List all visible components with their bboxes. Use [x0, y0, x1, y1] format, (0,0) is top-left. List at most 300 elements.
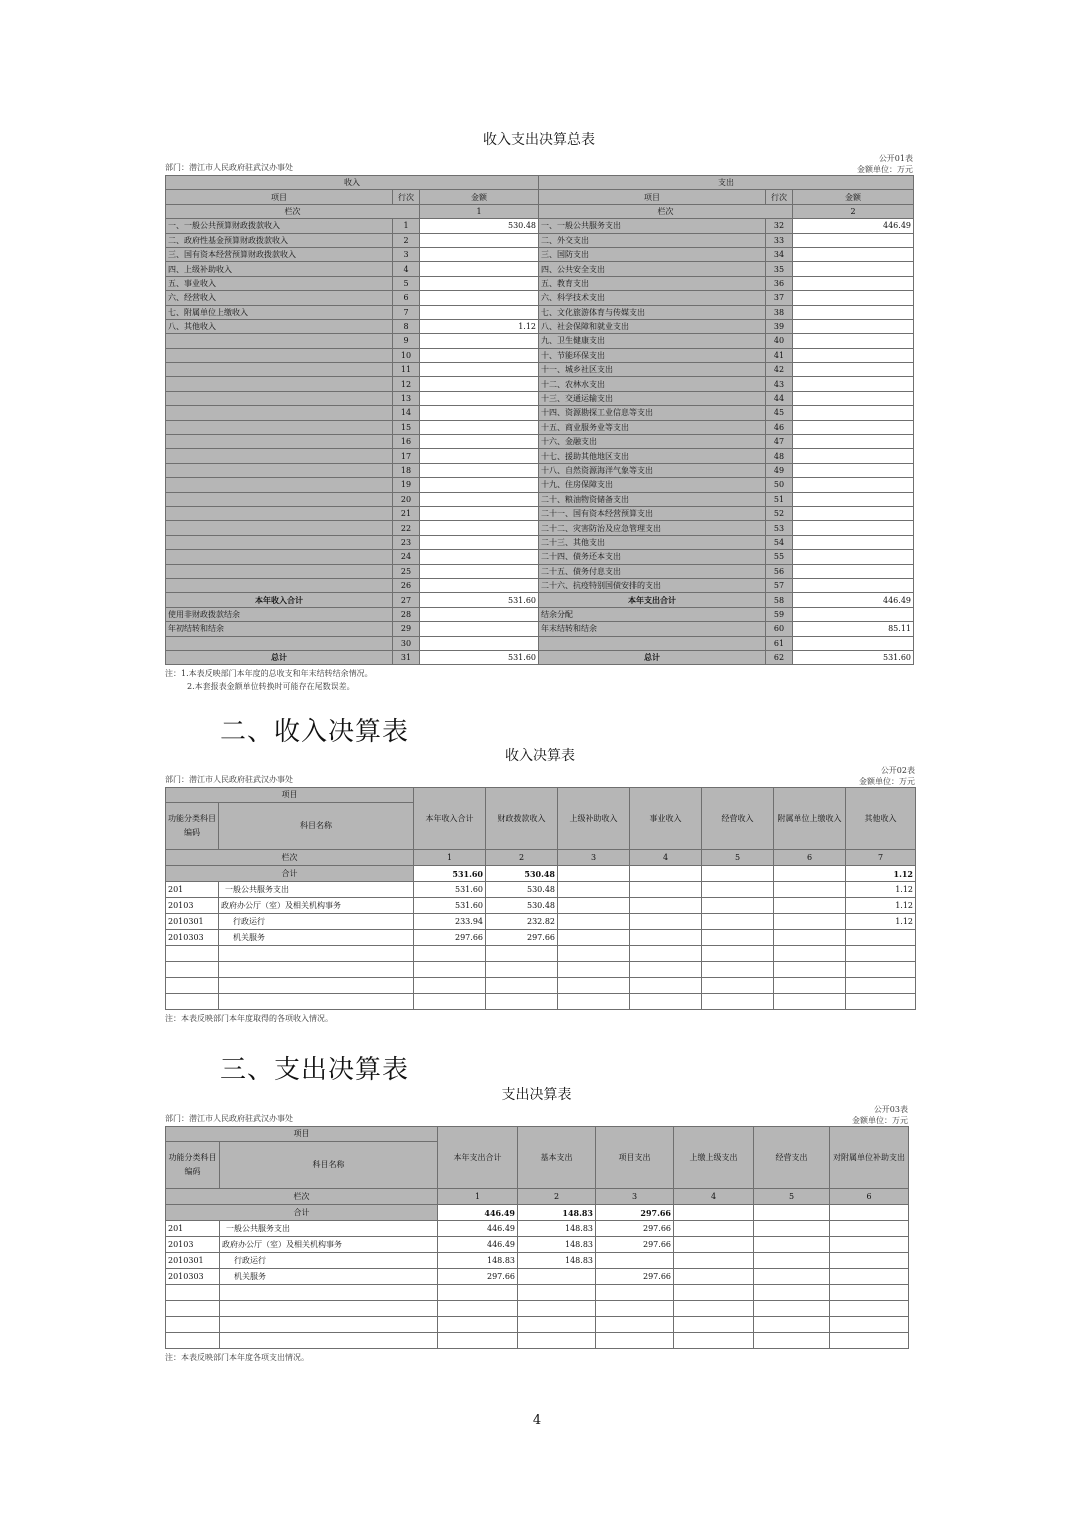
- empty-cell: [438, 1317, 518, 1333]
- table-row: [166, 319, 914, 333]
- expense-item: 二十三、其他支出: [539, 535, 766, 549]
- amount-cell: 297.66: [438, 1269, 518, 1285]
- row29-in-label: 年初结转和结余: [166, 622, 393, 636]
- empty-cell: [702, 946, 774, 962]
- amount-cell: [774, 882, 846, 898]
- amount-cell: [830, 1221, 909, 1237]
- expense-item: 二、外交支出: [539, 233, 766, 247]
- empty-row: [166, 1317, 909, 1333]
- empty-cell: [674, 1333, 754, 1349]
- income-row-no: 4: [393, 262, 420, 276]
- expense-row-no: 43: [766, 377, 793, 391]
- expense-item: 十九、住房保障支出: [539, 478, 766, 492]
- income-item: 二、政府性基金预算财政拨款收入: [166, 233, 393, 247]
- income-row-no: 6: [393, 291, 420, 305]
- amount-cell: 531.60: [414, 882, 486, 898]
- income-amount: [420, 463, 539, 477]
- subject-code: 2010303: [166, 1269, 220, 1285]
- expense-row-no: 39: [766, 319, 793, 333]
- empty-cell: [846, 978, 916, 994]
- empty-cell: [630, 946, 702, 962]
- empty-row: [166, 1285, 909, 1301]
- table1-title: 收入支出决算总表: [483, 132, 595, 148]
- income-amount: [420, 233, 539, 247]
- row29-out-no: 60: [766, 622, 793, 636]
- amount-cell: 232.82: [486, 914, 558, 930]
- empty-cell: [702, 978, 774, 994]
- table2-meta: [165, 765, 915, 787]
- amount-cell: 233.94: [414, 914, 486, 930]
- empty-row: [166, 978, 916, 994]
- expense-amount: [793, 377, 914, 391]
- empty-cell: [754, 1301, 830, 1317]
- expense-amount: [793, 406, 914, 420]
- income-item: [166, 391, 393, 405]
- table3-col-project-exp: 项目支出: [596, 1127, 674, 1189]
- table3-meta: [165, 1104, 908, 1126]
- empty-cell: [518, 1301, 596, 1317]
- expense-item: 八、社会保障和就业支出: [539, 319, 766, 333]
- table-row: [166, 219, 914, 233]
- subject-code: 201: [166, 882, 219, 898]
- table3-lanci-num: 1: [438, 1189, 518, 1205]
- income-amount: 1.12: [420, 319, 539, 333]
- expense-row-no: 56: [766, 564, 793, 578]
- table1-form-no: 公开01表: [878, 154, 913, 163]
- expense-item: 四、公共安全支出: [539, 262, 766, 276]
- table-row: [166, 262, 914, 276]
- table3-col-project: 项目: [166, 1127, 438, 1142]
- expense-item: 十一、城乡社区支出: [539, 363, 766, 377]
- empty-cell: [830, 1285, 909, 1301]
- table3-sum-value: [674, 1205, 754, 1221]
- income-row-no: 13: [393, 391, 420, 405]
- subject-name: 机关服务: [219, 930, 414, 946]
- table-row: [166, 930, 916, 946]
- table3-sum-value: [754, 1205, 830, 1221]
- income-amount: [420, 492, 539, 506]
- expense-amount: [793, 506, 914, 520]
- income-row-no: 9: [393, 334, 420, 348]
- lanci-out: 栏次: [539, 204, 793, 218]
- empty-cell: [220, 1301, 438, 1317]
- income-item: 一、一般公共预算财政拨款收入: [166, 219, 393, 233]
- empty-cell: [219, 962, 414, 978]
- expense-amount: [793, 262, 914, 276]
- income-amount: [420, 550, 539, 564]
- subject-name: 机关服务: [220, 1269, 438, 1285]
- table2-col-superior: 上级补助收入: [558, 788, 630, 850]
- table3-lanci: 栏次: [166, 1189, 438, 1205]
- table3-lanci-num: 5: [754, 1189, 830, 1205]
- amount-cell: 446.49: [438, 1221, 518, 1237]
- amount-cell: 148.83: [518, 1253, 596, 1269]
- empty-cell: [166, 1317, 220, 1333]
- col-amount-in: 金额: [420, 190, 539, 204]
- total-year-in-no: 27: [393, 593, 420, 607]
- empty-cell: [846, 994, 916, 1010]
- expense-amount: [793, 291, 914, 305]
- expense-item: 十三、交通运输支出: [539, 391, 766, 405]
- expense-amount: [793, 391, 914, 405]
- expense-row-no: 38: [766, 305, 793, 319]
- income-row-no: 14: [393, 406, 420, 420]
- amount-cell: [774, 898, 846, 914]
- empty-cell: [774, 978, 846, 994]
- expense-amount: [793, 363, 914, 377]
- income-item: [166, 564, 393, 578]
- subject-name: 行政运行: [219, 914, 414, 930]
- empty-cell: [438, 1333, 518, 1349]
- income-row-no: 17: [393, 449, 420, 463]
- expense-item: 六、科学技术支出: [539, 291, 766, 305]
- expense-table-block: [165, 1086, 908, 1364]
- amount-cell: [702, 882, 774, 898]
- subject-code: 20103: [166, 1237, 220, 1253]
- empty-cell: [630, 994, 702, 1010]
- expense-amount: [793, 449, 914, 463]
- table-row: [166, 898, 916, 914]
- income-table-block: [165, 747, 915, 1025]
- income-item: 五、事业收入: [166, 276, 393, 290]
- amount-cell: [630, 930, 702, 946]
- income-row-no: 18: [393, 463, 420, 477]
- table2-sum-value: [630, 866, 702, 882]
- grand-total-out-amt: 531.60: [793, 650, 914, 664]
- expense-amount: [793, 521, 914, 535]
- income-row-no: 5: [393, 276, 420, 290]
- income-amount: [420, 449, 539, 463]
- income-item: [166, 535, 393, 549]
- amount-cell: [774, 930, 846, 946]
- expense-amount: [793, 305, 914, 319]
- col-row-in: 行次: [393, 190, 420, 204]
- table3-unit: 金额单位：万元: [852, 1116, 908, 1125]
- empty-cell: [558, 994, 630, 1010]
- col-amount-out: 金额: [793, 190, 914, 204]
- amount-cell: [558, 882, 630, 898]
- table1-note1: 注：1.本表反映部门本年度的总收支和年末结转结余情况。: [165, 669, 373, 679]
- empty-cell: [166, 1301, 220, 1317]
- table-row: [166, 578, 914, 592]
- amount-cell: 1.12: [846, 914, 916, 930]
- subject-name: 行政运行: [220, 1253, 438, 1269]
- amount-cell: [674, 1269, 754, 1285]
- table2-lanci-num: 4: [630, 850, 702, 866]
- subject-name: 一般公共服务支出: [220, 1221, 438, 1237]
- empty-cell: [220, 1317, 438, 1333]
- subject-code: 20103: [166, 898, 219, 914]
- grand-total-in-amt: 531.60: [420, 650, 539, 664]
- expense-item: 九、卫生健康支出: [539, 334, 766, 348]
- table-row: [166, 1269, 909, 1285]
- expense-amount: [793, 492, 914, 506]
- expense-amount: 446.49: [793, 219, 914, 233]
- empty-cell: [166, 1333, 220, 1349]
- income-expense-summary-table: [165, 175, 914, 665]
- empty-cell: [438, 1301, 518, 1317]
- empty-cell: [558, 946, 630, 962]
- amount-cell: [830, 1269, 909, 1285]
- income-row-no: 21: [393, 506, 420, 520]
- expense-amount: [793, 550, 914, 564]
- income-amount: [420, 291, 539, 305]
- expense-row-no: 45: [766, 406, 793, 420]
- table2-note: 注：本表反映部门本年度取得的各项收入情况。: [165, 1014, 333, 1023]
- subject-name: 政府办公厅（室）及相关机构事务: [219, 898, 414, 914]
- row29-in-amt: [420, 622, 539, 636]
- empty-cell: [674, 1317, 754, 1333]
- grand-total-out-no: 62: [766, 650, 793, 664]
- subject-code: 201: [166, 1221, 220, 1237]
- income-item: [166, 363, 393, 377]
- table3-col-total: 本年支出合计: [438, 1127, 518, 1189]
- table3-lanci-num: 2: [518, 1189, 596, 1205]
- table2-lanci-num: 2: [486, 850, 558, 866]
- row28-out-label: 结余分配: [539, 607, 766, 621]
- table3-form-unit: [852, 1104, 908, 1126]
- subject-name: 一般公共服务支出: [219, 882, 414, 898]
- empty-cell: [674, 1285, 754, 1301]
- subject-name: 政府办公厅（室）及相关机构事务: [220, 1237, 438, 1253]
- amount-cell: [702, 914, 774, 930]
- total-year-in-label: 本年收入合计: [166, 593, 393, 607]
- empty-cell: [830, 1301, 909, 1317]
- amount-cell: [630, 914, 702, 930]
- table2-sum-value: [774, 866, 846, 882]
- amount-cell: [754, 1269, 830, 1285]
- empty-cell: [414, 962, 486, 978]
- empty-cell: [754, 1333, 830, 1349]
- expense-row-no: 47: [766, 435, 793, 449]
- empty-cell: [486, 994, 558, 1010]
- total-year-out-label: 本年支出合计: [539, 593, 766, 607]
- amount-cell: 148.83: [518, 1237, 596, 1253]
- expense-row-no: 48: [766, 449, 793, 463]
- expense-item: 一、一般公共服务支出: [539, 219, 766, 233]
- subject-code: 2010301: [166, 914, 219, 930]
- amount-cell: 1.12: [846, 898, 916, 914]
- expense-amount: [793, 535, 914, 549]
- table2-sum-value: 531.60: [414, 866, 486, 882]
- amount-cell: [596, 1253, 674, 1269]
- row29-out-label: 年末结转和结余: [539, 622, 766, 636]
- income-amount: [420, 406, 539, 420]
- table-row: [166, 914, 916, 930]
- table3-lanci-num: 3: [596, 1189, 674, 1205]
- total-year-out-amt: 446.49: [793, 593, 914, 607]
- income-row-no: 1: [393, 219, 420, 233]
- expense-row-no: 53: [766, 521, 793, 535]
- table3-sum-value: [830, 1205, 909, 1221]
- income-item: [166, 449, 393, 463]
- expense-row-no: 36: [766, 276, 793, 290]
- table2-lanci-num: 7: [846, 850, 916, 866]
- table1-notes: [165, 665, 913, 693]
- expense-row-no: 55: [766, 550, 793, 564]
- table2-col-name: 科目名称: [219, 803, 414, 850]
- grand-total-in-no: 31: [393, 650, 420, 664]
- expense-amount: [793, 334, 914, 348]
- expense-amount: [793, 578, 914, 592]
- row28-out-no: 59: [766, 607, 793, 621]
- table-row: [166, 1221, 909, 1237]
- income-item: [166, 377, 393, 391]
- table3-col-subsidy: 对附属单位补助支出: [830, 1127, 909, 1189]
- expense-amount: [793, 319, 914, 333]
- income-row-no: 23: [393, 535, 420, 549]
- table-row: [166, 463, 914, 477]
- table2-sum-value: [558, 866, 630, 882]
- amount-cell: [702, 898, 774, 914]
- income-amount: [420, 521, 539, 535]
- income-amount: [420, 262, 539, 276]
- expense-row-no: 37: [766, 291, 793, 305]
- amount-cell: [774, 914, 846, 930]
- section-heading-expense: 三、支出决算表: [220, 1055, 410, 1085]
- subject-code: 2010303: [166, 930, 219, 946]
- expense-amount: [793, 478, 914, 492]
- col-row-out: 行次: [766, 190, 793, 204]
- expense-row-no: 44: [766, 391, 793, 405]
- amount-cell: [702, 930, 774, 946]
- table2-sum-value: 530.48: [486, 866, 558, 882]
- amount-cell: 148.83: [518, 1221, 596, 1237]
- empty-cell: [219, 978, 414, 994]
- table1-form-unit: [857, 153, 913, 175]
- amount-cell: [830, 1253, 909, 1269]
- table-row: [166, 377, 914, 391]
- empty-cell: [702, 962, 774, 978]
- table-row: [166, 276, 914, 290]
- income-item: 六、经营收入: [166, 291, 393, 305]
- row28-in-label: 使用非财政拨款结余: [166, 607, 393, 621]
- income-amount: [420, 420, 539, 434]
- empty-cell: [830, 1333, 909, 1349]
- expense-row-no: 51: [766, 492, 793, 506]
- total-year-in-amt: 531.60: [420, 593, 539, 607]
- amount-cell: [630, 898, 702, 914]
- table3-sum-value: 148.83: [518, 1205, 596, 1221]
- amount-cell: 531.60: [414, 898, 486, 914]
- income-item: 七、附属单位上缴收入: [166, 305, 393, 319]
- expense-amount: [793, 233, 914, 247]
- empty-row: [166, 946, 916, 962]
- table-row: [166, 334, 914, 348]
- empty-cell: [166, 1285, 220, 1301]
- income-item: [166, 521, 393, 535]
- income-item: [166, 506, 393, 520]
- income-row-no: 11: [393, 363, 420, 377]
- amount-cell: [754, 1221, 830, 1237]
- subject-code: 2010301: [166, 1253, 220, 1269]
- table2-unit: 金额单位：万元: [859, 777, 915, 786]
- table3-col-name: 科目名称: [220, 1142, 438, 1189]
- table3-note: 注：本表反映部门本年度各项支出情况。: [165, 1353, 309, 1362]
- income-row-no: 2: [393, 233, 420, 247]
- table-row: [166, 420, 914, 434]
- amount-cell: 297.66: [414, 930, 486, 946]
- empty-row: [166, 1333, 909, 1349]
- table-row: [166, 478, 914, 492]
- amount-cell: [846, 930, 916, 946]
- total-year-out-no: 58: [766, 593, 793, 607]
- table3-lanci-num: 6: [830, 1189, 909, 1205]
- amount-cell: 446.49: [438, 1237, 518, 1253]
- table1-unit: 金额单位：万元: [857, 165, 913, 174]
- empty-cell: [596, 1301, 674, 1317]
- amount-cell: 297.66: [596, 1269, 674, 1285]
- table2-sum-label: 合计: [166, 866, 414, 882]
- table-row: [166, 449, 914, 463]
- table3-sum-label: 合计: [166, 1205, 438, 1221]
- income-row-no: 20: [393, 492, 420, 506]
- income-amount: [420, 334, 539, 348]
- empty-cell: [166, 994, 219, 1010]
- empty-cell: [438, 1285, 518, 1301]
- empty-cell: [518, 1317, 596, 1333]
- expense-item: 十七、援助其他地区支出: [539, 449, 766, 463]
- empty-cell: [774, 946, 846, 962]
- table2-lanci-num: 5: [702, 850, 774, 866]
- income-amount: 530.48: [420, 219, 539, 233]
- amount-cell: 530.48: [486, 898, 558, 914]
- income-row-no: 26: [393, 578, 420, 592]
- income-item: 八、其他收入: [166, 319, 393, 333]
- income-item: [166, 435, 393, 449]
- expense-item: 五、教育支出: [539, 276, 766, 290]
- income-item: [166, 492, 393, 506]
- table-row: [166, 406, 914, 420]
- income-amount: [420, 506, 539, 520]
- income-amount: [420, 535, 539, 549]
- grand-total-in-label: 总计: [166, 650, 393, 664]
- empty-cell: [486, 978, 558, 994]
- table2-col-project: 项目: [166, 788, 414, 803]
- expense-amount: [793, 435, 914, 449]
- table-row: [166, 564, 914, 578]
- table3-dept: 部门：潜江市人民政府驻武汉办事处: [165, 1114, 293, 1123]
- expense-header: 支出: [539, 176, 914, 190]
- table1-dept: 部门：潜江市人民政府驻武汉办事处: [165, 163, 293, 172]
- empty-cell: [596, 1333, 674, 1349]
- table2-form-unit: [859, 765, 915, 787]
- income-expense-summary-table-block: [165, 131, 913, 693]
- amount-cell: [674, 1237, 754, 1253]
- amount-cell: [558, 930, 630, 946]
- table2-col-other: 其他收入: [846, 788, 916, 850]
- empty-cell: [674, 1301, 754, 1317]
- income-row-no: 12: [393, 377, 420, 391]
- empty-cell: [414, 978, 486, 994]
- table2-sum-value: [702, 866, 774, 882]
- table-row: [166, 506, 914, 520]
- lanci-in: 栏次: [166, 204, 420, 218]
- income-row-no: 16: [393, 435, 420, 449]
- income-row-no: 8: [393, 319, 420, 333]
- income-row-no: 15: [393, 420, 420, 434]
- expense-amount: [793, 420, 914, 434]
- amount-cell: [674, 1221, 754, 1237]
- table2-col-code: 功能分类科目编码: [166, 803, 219, 850]
- expense-item: 十六、金融支出: [539, 435, 766, 449]
- table2-lanci-num: 6: [774, 850, 846, 866]
- expense-table: [165, 1126, 909, 1349]
- table3-sum-value: 446.49: [438, 1205, 518, 1221]
- income-amount: [420, 348, 539, 362]
- row30-in-amt: [420, 636, 539, 650]
- amount-cell: [518, 1269, 596, 1285]
